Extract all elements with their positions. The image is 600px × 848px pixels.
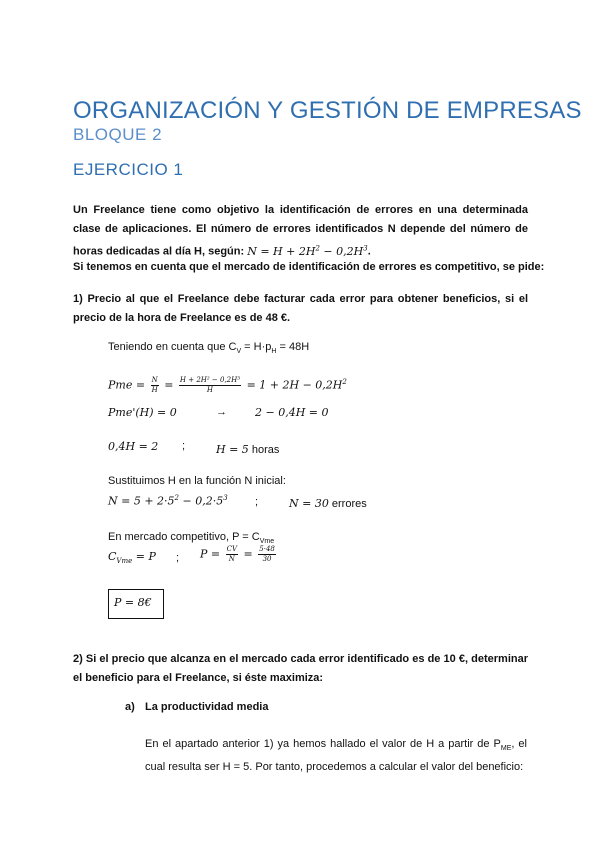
substitution-equation: $N = 5 + 2\cdot 5^2 - 0,2\cdot 5^3$ (108, 494, 228, 508)
fraction-pme-expanded: $\frac{\text{H + 2H² − 0,2H³}}{H}$ (179, 376, 241, 394)
h-result: H = 5 horas (216, 443, 280, 456)
question-2-title: 2) Si el precio que alcanza en el mercado cada error identificado es de 10 €, determinar el beneficio para el Freelance, si éste maximiza: (73, 653, 528, 684)
separator: ; (182, 440, 186, 452)
price-equation: P = $\frac{CV}{N}$ = $\frac{5\cdot 48}{30}$ (200, 545, 275, 563)
competitive-market-text: En mercado competitivo, $P = C_{Vme}$ (108, 531, 275, 546)
price-result: P = 8€ (114, 596, 152, 609)
fraction-cv-over-n: $\frac{CV}{N}$ (226, 545, 238, 563)
document-subtitle: BLOQUE 2 (73, 125, 163, 144)
given-cost: Teniendo en cuenta que $C_V = H\cdot p_H = 48H$ (108, 341, 310, 356)
fraction-price-values: $\frac{5\cdot 48}{30}$ (259, 545, 275, 563)
fraction-n-over-h: $\frac{N}{H}$ (151, 376, 158, 394)
solve-equation: 0,4H = 2 (108, 440, 159, 453)
pme-derivative: Pme'(H) = 0 (108, 406, 177, 419)
separator: ; (176, 552, 180, 564)
beneficio-paragraph: En el apartado anterior 1) ya hemos hallado el valor de H a partir de $P_{ME}$, el cual resulta ser H = 5. Por tanto, procedemos a calcular el valor del beneficio: (145, 738, 527, 774)
pme-equation: Pme = $\frac{N}{H}$ = $\frac{\text{H + 2H² − 0,2H³}}{H}$ = $1 + 2H - 0,2H^2$ (108, 376, 347, 394)
arrow-icon: → (216, 406, 227, 418)
exercise-heading: EJERCICIO 1 (73, 160, 184, 179)
subquestion-a-label: a) (125, 701, 135, 713)
substitution-text: Sustituimos H en la función N inicial: (108, 475, 286, 487)
problem-statement: Un Freelance tiene como objetivo la identificación de errores en una determinada clase de aplicaciones. El número de errores identificados N depende del número de horas dedicadas al día H, según: $N = H + 2H^2 - 0,2H^3$. (73, 204, 528, 258)
question-1-title: 1) Precio al que el Freelance debe facturar cada error para obtener beneficios, si el precio de la hora de Freelance es de 48 €. (73, 293, 528, 324)
formula-n: $N = H + 2H^2 - 0,2H^3$ (247, 244, 368, 258)
subquestion-a-title: La productividad media (145, 701, 269, 713)
n-result: N = 30 errores (289, 497, 367, 510)
statement-text: Un Freelance tiene como objetivo la identificación de errores en una determinada clase de aplicaciones. El número de errores identificados N depende del número de horas dedicadas al día H, según: (73, 204, 528, 258)
cvme-equation: $C_{Vme} = P$ (108, 550, 156, 566)
separator: ; (255, 496, 259, 508)
derivative-result: 2 − 0,4H = 0 (255, 406, 329, 419)
document-title: ORGANIZACIÓN Y GESTIÓN DE EMPRESAS (73, 97, 582, 124)
statement-competitive: Si tenemos en cuenta que el mercado de identificación de errores es competitivo, se pide: (73, 261, 545, 273)
